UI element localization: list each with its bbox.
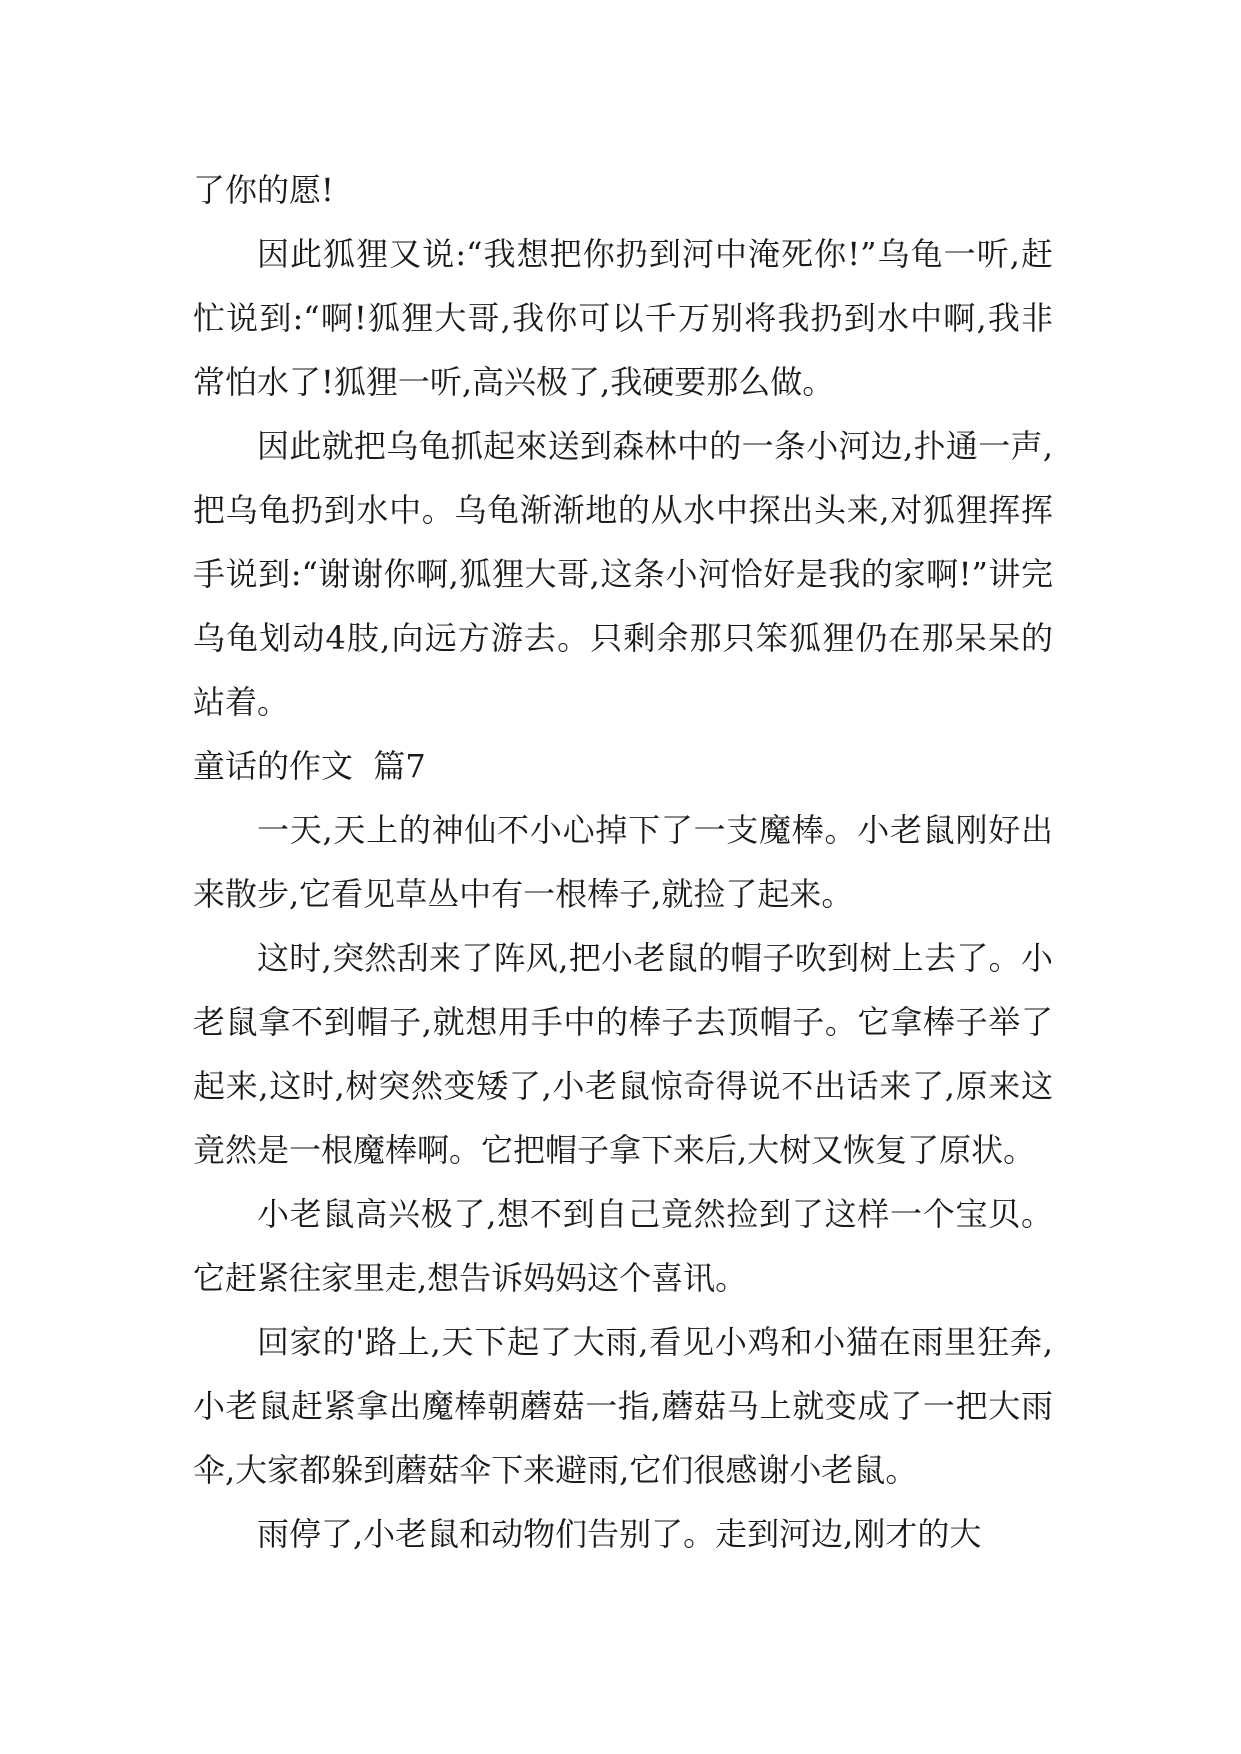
paragraph: 雨停了,小老鼠和动物们告别了。走到河边,刚才的大	[257, 1515, 982, 1553]
paragraph: 回家的'路上,天下起了大雨,看见小鸡和小猫在雨里狂奔,小老鼠赶紧拿出魔棒朝蘑菇一指,蘑菇马上就变成了一把大雨伞,大家都躲到蘑菇伞下来避雨,它们很感谢小老鼠。	[193, 1323, 1053, 1489]
paragraph: 这时,突然刮来了阵风,把小老鼠的帽子吹到树上去了。小老鼠拿不到帽子,就想用手中的棒子去顶帽子。它拿棒子举了起来,这时,树突然变矮了,小老鼠惊奇得说不出话来了,原来这竟然是一根魔棒啊。它把帽子拿下来后,大树又恢复了原状。	[193, 939, 1053, 1169]
paragraph: 因此就把乌龟抓起來送到森林中的一条小河边,扑通一声,把乌龟扔到水中。乌龟渐渐地的从水中探出头来,对狐狸挥挥手说到:“谢谢你啊,狐狸大哥,这条小河恰好是我的家啊!”讲完乌龟划动4肢,向远方游去。只剩余那只笨狐狸仍在那呆呆的站着。	[193, 427, 1053, 721]
paragraph: 了你的愿!	[193, 171, 334, 209]
paragraph: 小老鼠高兴极了,想不到自己竟然捡到了这样一个宝贝。它赶紧往家里走,想告诉妈妈这个喜讯。	[193, 1195, 1053, 1297]
paragraph: 一天,天上的神仙不小心掉下了一支魔棒。小老鼠刚好出来散步,它看见草丛中有一根棒子,就捡了起来。	[193, 811, 1053, 913]
paragraph: 因此狐狸又说:“我想把你扔到河中淹死你!”乌龟一听,赶忙说到:“啊!狐狸大哥,我你可以千万别将我扔到水中啊,我非常怕水了!狐狸一听,高兴极了,我硬要那么做。	[193, 235, 1053, 401]
text-column	[193, 158, 1053, 1566]
section-heading: 童话的作文 篇7	[193, 747, 426, 785]
